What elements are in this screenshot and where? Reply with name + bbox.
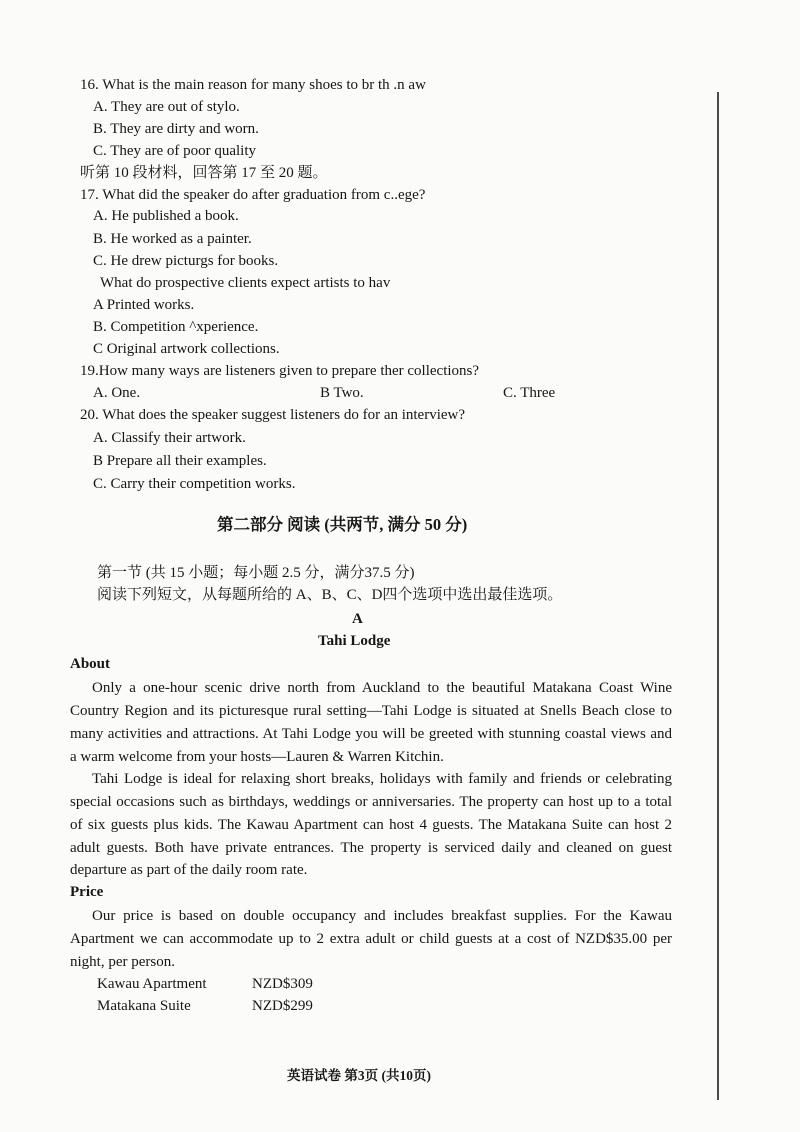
question-19-option-b: B Two.: [320, 385, 364, 401]
passage-label: A: [352, 611, 363, 627]
question-17-stem: 17. What did the speaker do after graduation from c..ege?: [80, 187, 426, 203]
question-19-option-c: C. Three: [503, 385, 556, 401]
about-paragraph-1-line: a warm welcome from your hosts—Lauren & Warren Kitchin.: [70, 749, 444, 765]
question-16-stem: 16. What is the main reason for many shoes to br th .n aw: [80, 77, 426, 93]
question-18-stem: What do prospective clients expect artists to hav: [100, 275, 391, 291]
price-list-price: NZD$309: [252, 976, 313, 992]
price-paragraph-line: Apartment we can accommodate up to 2 extra adult or child guests at a cost of NZD$35.00 per: [70, 931, 672, 947]
question-16-option-b: B. They are dirty and worn.: [93, 121, 259, 137]
reading-instructions: 阅读下列短文，从每题所给的 A、B、C、D四个选项中选出最佳选项。: [97, 587, 563, 603]
question-19-stem: 19.How many ways are listeners given to prepare ther collections?: [80, 363, 480, 379]
question-18-option-c: C Original artwork collections.: [93, 341, 280, 357]
question-20-option-a: A. Classify their artwork.: [93, 430, 246, 446]
price-paragraph-line: night, per person.: [70, 954, 175, 970]
question-17-option-b: B. He worked as a painter.: [93, 231, 252, 247]
about-paragraph-2-line: special occasions such as birthdays, weddings or anniversaries. The property can host up to a total: [70, 794, 672, 810]
price-heading: Price: [70, 884, 104, 900]
section-heading: 第一节 (共 15 小题；每小题 2.5 分，满分37.5 分): [97, 565, 415, 581]
question-18-option-b: B. Competition ^xperience.: [93, 319, 259, 335]
question-16-option-a: A. They are out of stylo.: [93, 99, 240, 115]
question-20-option-b: B Prepare all their examples.: [93, 453, 267, 469]
about-paragraph-1-line: Only a one-hour scenic drive north from Auckland to the beautiful Matakana Coast Wine: [92, 680, 672, 696]
question-18-option-a: A Printed works.: [93, 297, 195, 313]
question-17-option-a: A. He published a book.: [93, 208, 239, 224]
about-paragraph-1-line: Country Region and its picturesque rural setting—Tahi Lodge is situated at Snells Beach close to: [70, 703, 672, 719]
margin-rule: [717, 92, 719, 1100]
price-list-room: Kawau Apartment: [97, 976, 207, 992]
about-paragraph-2-line: adult guests. Both have private entrances. The property is serviced daily and cleaned on guest: [70, 840, 672, 856]
listening-note: 听第 10 段材料，回答第 17 至 20 题。: [80, 165, 328, 181]
price-list-price: NZD$299: [252, 998, 313, 1014]
question-20-stem: 20. What does the speaker suggest listeners do for an interview?: [80, 407, 466, 423]
about-paragraph-1-line: many activities and attractions. At Tahi Lodge you will be greeted with stunning coastal views and: [70, 726, 672, 742]
part-heading: 第二部分 阅读 (共两节, 满分 50 分): [217, 515, 468, 534]
question-17-option-c: C. He drew picturgs for books.: [93, 253, 279, 269]
question-20-option-c: C. Carry their competition works.: [93, 476, 296, 492]
about-paragraph-2-line: Tahi Lodge is ideal for relaxing short breaks, holidays with family and friends or celebrating: [92, 771, 672, 787]
passage-title: Tahi Lodge: [318, 633, 391, 649]
page-footer: 英语试卷 第3页 (共10页): [287, 1068, 431, 1083]
question-16-option-c: C. They are of poor quality: [93, 143, 257, 159]
about-paragraph-2-line: of six guests plus kids. The Kawau Apartment can host 4 guests. The Matakana Suite can host 2: [70, 817, 672, 833]
question-19-option-a: A. One.: [93, 385, 141, 401]
price-paragraph-line: Our price is based on double occupancy and includes breakfast supplies. For the Kawau: [92, 908, 672, 924]
about-paragraph-2-line: departure as part of the daily room rate.: [70, 862, 308, 878]
price-list-room: Matakana Suite: [97, 998, 191, 1014]
about-heading: About: [70, 656, 111, 672]
